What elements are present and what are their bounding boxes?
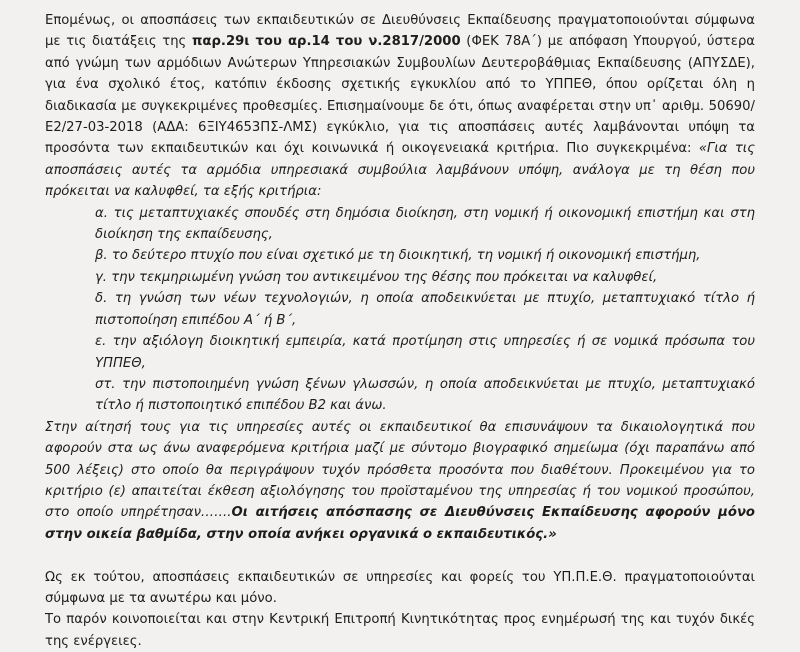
criteria-item-b: β. το δεύτερο πτυχίο που είναι σχετικό με τη διοικητική, τη νομική ή οικονομική επιστήμη, bbox=[95, 248, 701, 264]
paragraph-intro bbox=[45, 10, 755, 203]
criteria-item-c: γ. την τεκμηριωμένη γνώση του αντικειμένου της θέσης που πρόκειται να καλυφθεί, bbox=[95, 269, 658, 285]
quote-emphasis-text: Οι αιτήσεις απόσπασης σε Διευθύνσεις Εκπαίδευσης αφορούν μόνο στην οικεία βαθμίδα, στην οποία ανήκει οργανικά ο εκπαιδευτικός.» bbox=[45, 505, 755, 542]
paragraph-quote-body bbox=[45, 417, 755, 545]
document-text-body bbox=[45, 10, 755, 652]
intro-text-part-2: (ΦΕΚ 78Α΄) με απόφαση Υπουργού, ύστερα από γνώμη των αρμόδιων Ανώτερων Υπηρεσιακών Συμβουλίων Δευτεροβάθμιας Εκπαίδευσης (ΑΠΥΣΔΕ), για ένα σχολικό έτος, κατόπιν έκδοσης σχετικής εγκυκλίου από το ΥΠΠΕΘ, όπου ορίζεται όλη η διαδικασία με συγκεκριμένες προθεσμίες. Επισημαίνουμε δε ότι, όπως αναφέρεται στην υπ᾽ αριθμ. 50690/Ε2/27-03-2018 (ΑΔΑ: 6ΞΙΥ4653ΠΣ-ΛΜΣ) εγκύκλιο, για τις αποσπάσεις αυτές λαμβάνονται υπόψη τα προσόντα των εκπαιδευτικών και όχι κοινωνικά ή οικογενειακά κριτήρια. Πιο συγκεκριμένα: bbox=[45, 34, 756, 157]
criteria-item-e: ε. την αξιόλογη διοικητική εμπειρία, κατά προτίμηση στις υπηρεσίες ή σε νομικά πρόσωπα του ΥΠΠΕΘ, bbox=[95, 334, 755, 371]
quote-opening-text: «Για τις αποσπάσεις αυτές τα αρμόδια υπηρεσιακά συμβούλια λαμβάνουν υπόψη, ανάλογα με τη θέση που πρόκειται να καλυφθεί, τα εξής κριτήρια: bbox=[45, 141, 755, 200]
law-reference-bold: παρ.29ι του αρ.14 του ν.2817/2000 bbox=[192, 34, 461, 50]
paragraph-spacer bbox=[45, 545, 755, 566]
criteria-item-a: α. τις μεταπτυχιακές σπουδές στη δημόσια διοίκηση, στη νομική ή οικονομική επιστήμη και στη διοίκηση της εκπαίδευσης, bbox=[95, 205, 755, 243]
paragraph-closing-2: Το παρόν κοινοποιείται και στην Κεντρική Επιτροπή Κινητικότητας προς ενημέρωσή της και τυχόν δικές της ενέργειες. bbox=[45, 612, 755, 649]
criteria-item-d: δ. τη γνώση των νέων τεχνολογιών, η οποία αποδεικνύεται με πτυχίο, μεταπτυχιακό τίτλο ή πιστοποίηση επιπέδου Α΄ ή Β΄, bbox=[95, 291, 755, 328]
quote-body-text: Στην αίτησή τους για τις υπηρεσίες αυτές οι εκπαιδευτικοί θα επισυνάψουν τα δικαιολογητικά που αφορούν στα ως άνω αναφερόμενα κριτήρια μαζί με σύντομο βιογραφικό σημείωμα (όχι παραπάνω από 500 λέξεις) στο οποίο θα περιγράψουν τυχόν πρόσθετα προσόντα που διαθέτουν. Προκειμένου για το κριτήριο (ε) απαιτείται έκθεση αξιολόγησης του προϊσταμένου της υπηρεσίας ή του νομικού προσώπου, στο οποίο υπηρέτησαν……. bbox=[45, 419, 755, 521]
paragraph-closing-1: Ως εκ τούτου, αποσπάσεις εκπαιδευτικών σε υπηρεσίες και φορείς του ΥΠ.Π.Ε.Θ. πραγματοποιούνται σύμφωνα με τα ανωτέρω και μόνο. bbox=[45, 569, 755, 606]
intro-text-part-1: Επομένως, οι αποσπάσεις των εκπαιδευτικών σε Διευθύνσεις Εκπαίδευσης πραγματοποιούνται σύμφωνα με τις διατάξεις της bbox=[45, 13, 755, 50]
criteria-item-f: στ. την πιστοποιημένη γνώση ξένων γλωσσών, η οποία αποδεικνύεται με πτυχίο, μεταπτυχιακό τίτλο ή πιστοποιητικό επιπέδου Β2 και άνω. bbox=[95, 376, 755, 414]
criteria-list bbox=[45, 203, 755, 417]
